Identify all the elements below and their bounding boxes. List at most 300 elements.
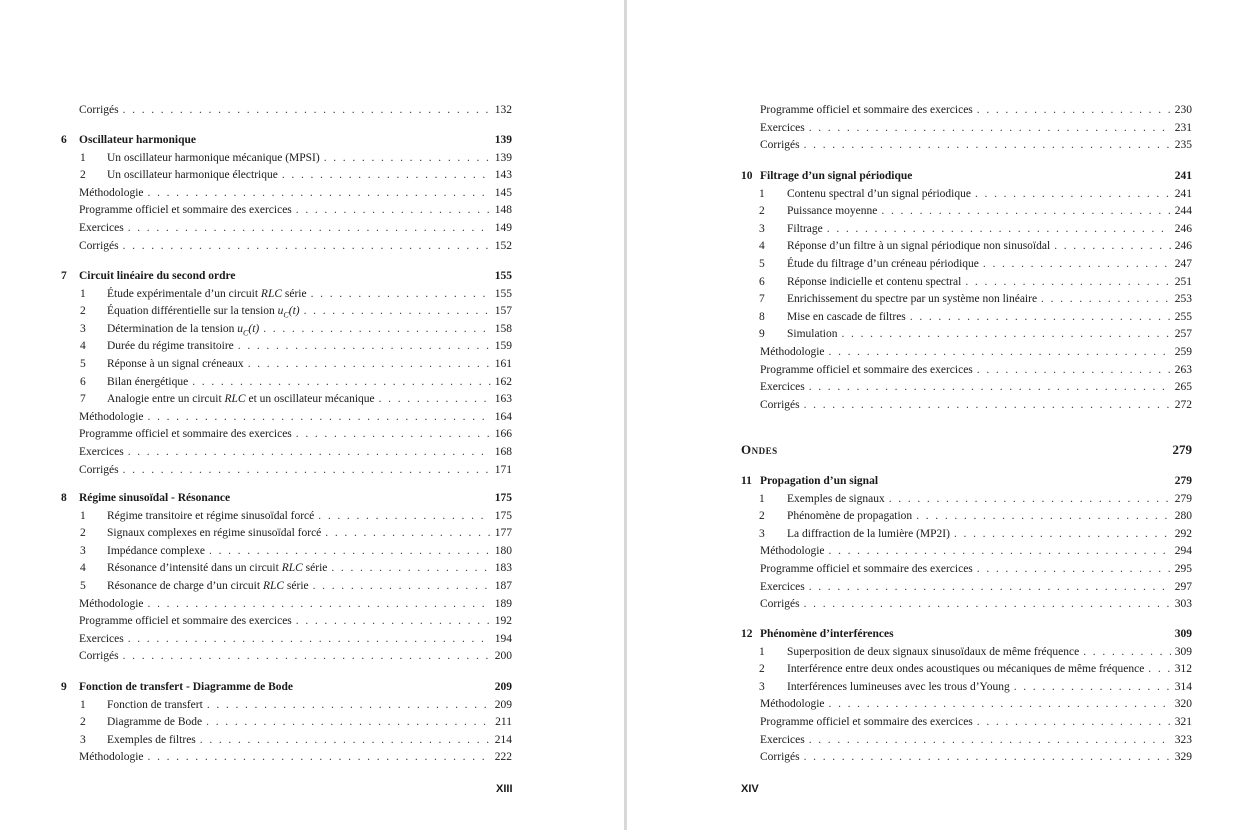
dot-leader (324, 150, 491, 167)
toc-section[interactable] (80, 167, 512, 184)
section-number: 1 (80, 287, 86, 300)
entry-label: Méthodologie (79, 751, 144, 764)
page-number: 246 (1174, 222, 1192, 235)
dot-leader (1054, 238, 1171, 255)
page-number: 175 (494, 509, 512, 522)
page-number: 166 (494, 428, 512, 441)
entry-label: La diffraction de la lumière (MP2I) (787, 527, 950, 540)
dot-leader (977, 714, 1171, 731)
entry-label: Résonance d’intensité dans un circuit RLC série (107, 562, 328, 575)
chapter-page-number: 139 (494, 134, 512, 146)
entry-label: Programme officiel et sommaire des exercices (760, 563, 973, 575)
page-number: 157 (494, 305, 512, 318)
toc-entry[interactable] (760, 561, 1192, 578)
toc-entry[interactable] (760, 579, 1192, 596)
section-number: 2 (80, 305, 86, 318)
toc-section[interactable] (80, 525, 512, 542)
page-number: 272 (1174, 398, 1192, 411)
section-number: 5 (759, 258, 765, 270)
section-number: 2 (80, 716, 86, 729)
entry-label: Puissance moyenne (787, 205, 878, 218)
dot-leader (916, 508, 1171, 525)
section-number: 8 (759, 310, 765, 323)
page-number: 314 (1174, 680, 1192, 693)
chapter-title: Filtrage d’un signal périodique (760, 170, 913, 182)
chapter-heading[interactable] (79, 132, 512, 149)
page-number: 158 (494, 322, 512, 335)
page-number: 294 (1174, 545, 1192, 558)
toc-section[interactable] (80, 321, 512, 338)
entry-label: Méthodologie (760, 545, 825, 558)
entry-label: Exercices (760, 121, 805, 134)
toc-entry[interactable] (760, 596, 1192, 613)
chapter-title: Fonction de transfert - Diagramme de Bode (79, 681, 293, 693)
entry-label: Étude expérimentale d’un circuit RLC série (107, 287, 307, 300)
dot-leader (804, 137, 1171, 154)
entry-label: Régime transitoire et régime sinusoïdal forcé (107, 509, 315, 522)
entry-label: Corrigés (760, 751, 800, 764)
left-page (0, 0, 624, 830)
chapter-number: 6 (61, 134, 67, 146)
dot-leader (313, 578, 491, 595)
entry-label: Simulation (787, 328, 838, 341)
entry-label: Signaux complexes en régime sinusoïdal forcé (107, 527, 322, 540)
toc-entry[interactable] (760, 543, 1192, 560)
dot-leader (123, 102, 491, 119)
section-number: 2 (80, 169, 86, 182)
right-page (627, 0, 1250, 830)
entry-label: Interférences lumineuses avec les trous d’Young (787, 680, 1010, 693)
dot-leader (954, 526, 1171, 543)
chapter-heading[interactable] (760, 168, 1192, 185)
toc-section[interactable] (80, 508, 512, 525)
dot-leader (148, 749, 491, 766)
chapter-page-number: 309 (1174, 628, 1192, 640)
section-number: 7 (759, 293, 765, 306)
entry-label: Diagramme de Bode (107, 716, 203, 729)
page-number: 279 (1174, 492, 1192, 505)
entry-label: Étude du filtrage d’un créneau périodique (787, 258, 979, 270)
toc-section[interactable] (80, 391, 512, 408)
section-number: 5 (80, 580, 86, 592)
dot-leader (829, 696, 1171, 713)
toc-entry[interactable] (79, 202, 512, 219)
toc-entry[interactable] (79, 596, 512, 613)
dot-leader (827, 221, 1171, 238)
toc-entry[interactable] (79, 409, 512, 426)
dot-leader (238, 338, 491, 355)
part-heading[interactable] (741, 440, 1192, 460)
dot-leader (296, 613, 491, 630)
dot-leader (881, 203, 1170, 220)
toc-section[interactable] (759, 309, 1192, 326)
section-number: 4 (759, 240, 765, 253)
dot-leader (809, 732, 1171, 749)
section-number: 3 (80, 544, 86, 557)
page-number: 163 (494, 393, 512, 406)
entry-label: Résonance de charge d’un circuit RLC série (107, 580, 309, 592)
entry-label: Exemples de signaux (787, 492, 885, 505)
page-number: 194 (494, 632, 512, 645)
page-number: 292 (1174, 527, 1192, 540)
toc-entry[interactable] (760, 362, 1192, 379)
toc-section[interactable] (759, 491, 1192, 508)
entry-label: Corrigés (79, 104, 119, 116)
dot-leader (318, 508, 490, 525)
toc-section[interactable] (759, 186, 1192, 203)
toc-section[interactable] (80, 303, 512, 320)
page-number: 329 (1174, 751, 1192, 764)
dot-leader (1148, 661, 1170, 678)
entry-label: Méthodologie (760, 698, 825, 711)
dot-leader (804, 596, 1171, 613)
toc-section[interactable] (759, 221, 1192, 238)
page-number: 161 (494, 358, 512, 370)
entry-label: Exercices (79, 632, 124, 645)
toc-section[interactable] (759, 526, 1192, 543)
dot-leader (296, 202, 491, 219)
entry-label: Fonction de transfert (107, 698, 203, 711)
page-number: 295 (1174, 563, 1192, 575)
entry-label: Programme officiel et sommaire des exercices (760, 363, 973, 376)
toc-entry[interactable] (760, 732, 1192, 749)
section-number: 6 (80, 375, 86, 388)
toc-section[interactable] (80, 578, 512, 595)
page-number: 323 (1174, 733, 1192, 746)
toc-entry[interactable] (760, 379, 1192, 396)
toc-entry[interactable] (760, 102, 1192, 119)
page-number: 187 (494, 580, 512, 592)
dot-leader (977, 102, 1171, 119)
section-number: 1 (80, 509, 86, 522)
page-number: 265 (1174, 381, 1192, 394)
toc-entry[interactable] (79, 444, 512, 461)
toc-section[interactable] (80, 543, 512, 560)
chapter-heading[interactable] (760, 473, 1192, 490)
dot-leader (379, 391, 491, 408)
page-number: 152 (494, 239, 512, 252)
dot-leader (123, 462, 491, 479)
dot-leader (123, 238, 491, 255)
toc-entry[interactable] (79, 749, 512, 766)
part-page-number: 279 (1172, 442, 1192, 457)
section-number: 1 (759, 645, 765, 658)
page-number: 211 (495, 716, 512, 729)
page-number: 246 (1174, 240, 1192, 253)
dot-leader (809, 120, 1171, 137)
page-folio: XIII (496, 783, 513, 795)
section-number: 2 (80, 527, 86, 540)
page-number: 164 (494, 410, 512, 423)
entry-label: Programme officiel et sommaire des exercices (79, 204, 292, 217)
toc-entry[interactable] (760, 714, 1192, 731)
toc-entry[interactable] (760, 137, 1192, 154)
page-number: 177 (494, 527, 512, 540)
dot-leader (311, 286, 491, 303)
dot-leader (829, 344, 1171, 361)
chapter-number: 11 (741, 475, 752, 487)
entry-label: Corrigés (79, 650, 119, 663)
dot-leader (804, 397, 1171, 414)
dot-leader (263, 321, 491, 338)
dot-leader (148, 185, 491, 202)
chapter-number: 10 (741, 170, 753, 182)
entry-label: Corrigés (79, 239, 119, 252)
page-folio: XIV (741, 783, 759, 795)
chapter-heading[interactable] (760, 626, 1192, 643)
entry-label: Méthodologie (79, 186, 144, 199)
toc-entry[interactable] (79, 238, 512, 255)
entry-label: Méthodologie (79, 597, 144, 610)
toc-section[interactable] (80, 374, 512, 391)
section-number: 1 (759, 492, 765, 505)
page-number: 230 (1174, 104, 1192, 116)
section-number: 2 (759, 205, 765, 218)
page-number: 312 (1174, 663, 1192, 676)
toc-section[interactable] (80, 150, 512, 167)
section-number: 2 (759, 663, 765, 676)
part-title: Ondes (741, 442, 778, 457)
entry-label: Programme officiel et sommaire des exercices (760, 716, 973, 728)
toc-section[interactable] (80, 338, 512, 355)
toc-entry[interactable] (760, 120, 1192, 137)
page-number: 253 (1174, 293, 1192, 306)
dot-leader (325, 525, 490, 542)
dot-leader (889, 491, 1171, 508)
page-number: 180 (494, 544, 512, 557)
section-number: 3 (80, 322, 86, 335)
dot-leader (209, 543, 491, 560)
dot-leader (331, 560, 490, 577)
chapter-page-number: 209 (494, 681, 512, 693)
page-number: 145 (494, 186, 512, 199)
dot-leader (910, 309, 1171, 326)
chapter-heading[interactable] (79, 679, 512, 696)
entry-label: Programme officiel et sommaire des exercices (79, 428, 292, 441)
chapter-page-number: 241 (1174, 170, 1192, 182)
toc-entry[interactable] (79, 631, 512, 648)
dot-leader (123, 648, 491, 665)
page-number: 303 (1174, 598, 1192, 611)
dot-leader (192, 374, 491, 391)
toc-section[interactable] (80, 286, 512, 303)
page-number: 139 (494, 151, 512, 164)
chapter-number: 9 (61, 681, 67, 693)
page-number: 200 (494, 650, 512, 663)
toc-section[interactable] (759, 661, 1192, 678)
section-number: 2 (759, 510, 765, 523)
entry-label: Exercices (79, 222, 124, 234)
dot-leader (975, 186, 1171, 203)
dot-leader (983, 256, 1171, 273)
section-number: 4 (80, 340, 86, 353)
dot-leader (829, 543, 1171, 560)
entry-label: Méthodologie (760, 346, 825, 358)
toc-entry[interactable] (760, 696, 1192, 713)
page-number: 320 (1174, 698, 1192, 711)
entry-label: Exercices (760, 580, 805, 593)
toc-section[interactable] (80, 356, 512, 373)
entry-label: Exercices (760, 381, 805, 394)
page-number: 309 (1174, 645, 1192, 658)
toc-entry[interactable] (79, 648, 512, 665)
toc-entry[interactable] (760, 344, 1192, 361)
dot-leader (304, 303, 491, 320)
entry-label: Un oscillateur harmonique mécanique (MPSI) (107, 151, 320, 164)
entry-label: Détermination de la tension $u_C(t)$ (107, 322, 260, 338)
page-number: 183 (494, 562, 512, 575)
toc-section[interactable] (80, 714, 512, 731)
dot-leader (206, 714, 491, 731)
section-number: 3 (759, 527, 765, 540)
section-number: 1 (80, 151, 86, 164)
dot-leader (841, 326, 1170, 343)
entry-label: Corrigés (79, 463, 119, 476)
section-number: 6 (759, 275, 765, 288)
section-number: 1 (759, 187, 765, 200)
entry-label: Exercices (79, 446, 124, 458)
entry-label: Durée du régime transitoire (107, 340, 234, 353)
section-number: 1 (80, 698, 86, 711)
toc-entry[interactable] (79, 462, 512, 479)
toc-entry[interactable] (79, 426, 512, 443)
entry-label: Corrigés (760, 598, 800, 611)
page-number: 149 (494, 222, 512, 234)
page-number: 297 (1174, 580, 1192, 593)
entry-label: Enrichissement du spectre par un système non linéaire (787, 293, 1038, 306)
chapter-heading[interactable] (79, 490, 512, 507)
entry-label: Contenu spectral d’un signal périodique (787, 187, 971, 200)
entry-label: Réponse indicielle et contenu spectral (787, 275, 962, 288)
page-number: 148 (494, 204, 512, 217)
section-number: 7 (80, 393, 86, 406)
section-number: 5 (80, 358, 86, 370)
toc-section[interactable] (759, 291, 1192, 308)
entry-label: Phénomène de propagation (787, 510, 913, 523)
entry-label: Réponse d’un filtre à un signal périodique non sinusoïdal (787, 240, 1051, 253)
chapter-page-number: 279 (1174, 475, 1192, 487)
dot-leader (200, 732, 491, 749)
page-number: 171 (494, 463, 512, 476)
entry-label: Bilan énergétique (107, 375, 189, 388)
page-number: 162 (494, 375, 512, 388)
page-number: 132 (494, 104, 512, 116)
chapter-page-number: 155 (494, 270, 512, 282)
page-number: 159 (494, 340, 512, 353)
toc-section[interactable] (759, 256, 1192, 273)
page-number: 280 (1174, 510, 1192, 523)
toc-section[interactable] (759, 644, 1192, 661)
chapter-number: 8 (61, 492, 67, 504)
toc-section[interactable] (759, 274, 1192, 291)
page-number: 244 (1174, 205, 1192, 218)
dot-leader (809, 579, 1171, 596)
toc-entry[interactable] (79, 220, 512, 237)
page-number: 251 (1174, 275, 1192, 288)
page-number: 259 (1174, 346, 1192, 358)
entry-label: Filtrage (787, 222, 823, 235)
section-number: 3 (759, 680, 765, 693)
entry-label: Un oscillateur harmonique électrique (107, 169, 278, 182)
toc-section[interactable] (759, 326, 1192, 343)
page-number: 231 (1174, 121, 1192, 134)
page-number: 247 (1174, 258, 1192, 270)
section-number: 3 (759, 222, 765, 235)
page-number: 257 (1174, 328, 1192, 341)
dot-leader (128, 220, 491, 237)
entry-label: Impédance complexe (107, 544, 206, 557)
toc-entry[interactable] (79, 102, 512, 119)
chapter-number: 12 (741, 628, 753, 640)
dot-leader (128, 444, 491, 461)
entry-label: Superposition de deux signaux sinusoïdaux de même fréquence (787, 645, 1080, 658)
page-number: 214 (494, 733, 512, 746)
chapter-title: Propagation d’un signal (760, 475, 879, 487)
entry-label: Analogie entre un circuit RLC et un oscillateur mécanique (107, 393, 375, 406)
toc-section[interactable] (759, 679, 1192, 696)
page-number: 192 (494, 615, 512, 628)
section-number: 3 (80, 733, 86, 746)
page-number: 235 (1174, 139, 1192, 152)
toc-section[interactable] (759, 203, 1192, 220)
toc-section[interactable] (80, 560, 512, 577)
page-number: 143 (494, 169, 512, 182)
toc-entry[interactable] (760, 749, 1192, 766)
dot-leader (282, 167, 491, 184)
chapter-title: Régime sinusoïdal - Résonance (79, 492, 231, 504)
page-number: 321 (1174, 716, 1192, 728)
dot-leader (148, 409, 491, 426)
entry-label: Programme officiel et sommaire des exercices (79, 615, 292, 628)
page-number: 222 (494, 751, 512, 764)
entry-label: Réponse à un signal créneaux (107, 358, 244, 370)
chapter-title: Circuit linéaire du second ordre (79, 270, 236, 282)
chapter-page-number: 175 (494, 492, 512, 504)
dot-leader (804, 749, 1171, 766)
entry-label: Corrigés (760, 398, 800, 411)
dot-leader (977, 362, 1171, 379)
dot-leader (1041, 291, 1171, 308)
toc-entry[interactable] (79, 613, 512, 630)
chapter-title: Oscillateur harmonique (79, 134, 197, 146)
toc-section[interactable] (759, 508, 1192, 525)
toc-entry[interactable] (760, 397, 1192, 414)
dot-leader (128, 631, 491, 648)
section-number: 4 (80, 562, 86, 575)
page-number: 155 (494, 287, 512, 300)
dot-leader (977, 561, 1171, 578)
entry-label: Interférence entre deux ondes acoustiques ou mécaniques de même fréquence (787, 663, 1145, 676)
page-number: 255 (1174, 310, 1192, 323)
dot-leader (1014, 679, 1171, 696)
section-number: 9 (759, 328, 765, 341)
dot-leader (1083, 644, 1171, 661)
toc-section[interactable] (80, 697, 512, 714)
page-number: 189 (494, 597, 512, 610)
toc-entry[interactable] (79, 185, 512, 202)
page-number: 168 (494, 446, 512, 458)
entry-label: Mise en cascade de filtres (787, 310, 906, 323)
toc-section[interactable] (759, 238, 1192, 255)
dot-leader (965, 274, 1170, 291)
chapter-number: 7 (61, 270, 67, 282)
chapter-heading[interactable] (79, 268, 512, 285)
toc-section[interactable] (80, 732, 512, 749)
dot-leader (809, 379, 1171, 396)
chapter-title: Phénomène d’interférences (760, 628, 894, 640)
dot-leader (148, 596, 491, 613)
page-number: 209 (494, 698, 512, 711)
